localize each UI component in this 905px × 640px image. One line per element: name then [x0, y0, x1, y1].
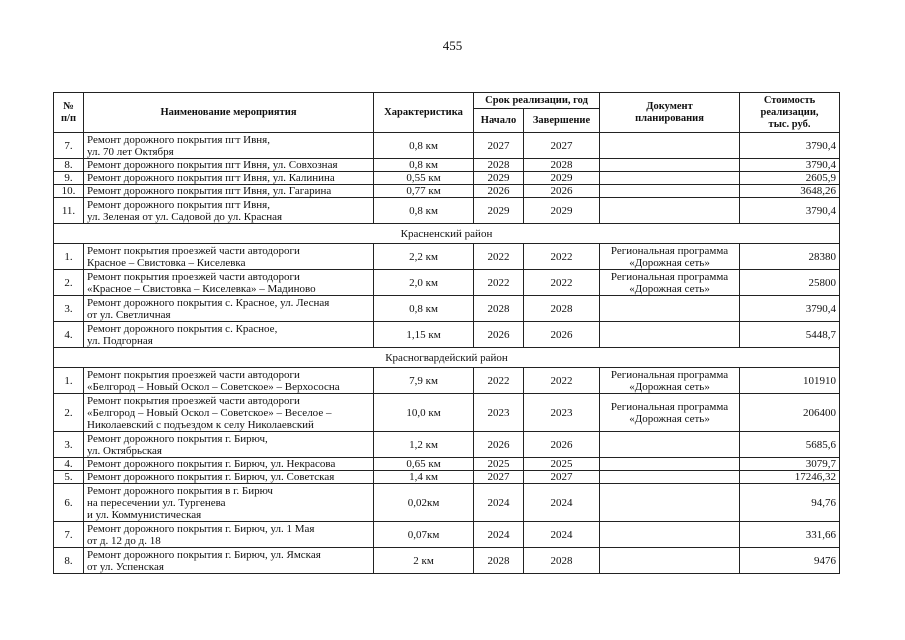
table-row [54, 458, 840, 471]
planning-document-line: «Дорожная сеть» [629, 412, 710, 425]
planning-document [600, 458, 740, 471]
planning-document [600, 484, 740, 522]
end-year: 2023 [524, 394, 600, 432]
planning-document [600, 394, 740, 432]
row-number: 6. [54, 484, 84, 522]
measure-name-line: Ремонт дорожного покрытия с. Красное, ул. Лесная [87, 296, 330, 309]
measure-name [84, 322, 374, 348]
measure-name [84, 432, 374, 458]
measure-name-line: Ремонт покрытия проезжей части автодороги [87, 244, 300, 257]
start-year: 2029 [474, 172, 524, 185]
header-name: Наименование мероприятия [84, 93, 374, 133]
planning-document [600, 296, 740, 322]
measure-name-line: Ремонт дорожного покрытия г. Бирюч, ул. Ямская [87, 548, 321, 561]
measure-name-line: Ремонт дорожного покрытия пгт Ивня, ул. Гагарина [87, 185, 332, 197]
measure-name-line: ул. 70 лет Октября [87, 145, 174, 158]
measure-name-line: ул. Подгорная [87, 334, 153, 347]
end-year: 2022 [524, 368, 600, 394]
planning-document-line: Региональная программа [610, 368, 729, 381]
characteristic: 0,65 км [374, 458, 474, 471]
characteristic: 0,07км [374, 522, 474, 548]
table-row [54, 198, 840, 224]
planning-document-line: Региональная программа [610, 270, 729, 283]
measure-name [84, 185, 374, 198]
end-year: 2022 [524, 270, 600, 296]
header-end: Завершение [524, 109, 600, 133]
measure-name-line: Ремонт покрытия проезжей части автодороги [87, 270, 300, 283]
measure-name [84, 296, 374, 322]
start-year: 2027 [474, 133, 524, 159]
section-title: Красногвардейский район [54, 348, 840, 368]
cost: 101910 [740, 368, 840, 394]
row-number: 2. [54, 270, 84, 296]
measure-name-line: и ул. Коммунистическая [87, 508, 202, 521]
cost: 206400 [740, 394, 840, 432]
row-number: 10. [54, 185, 84, 198]
end-year: 2026 [524, 185, 600, 198]
table-row [54, 133, 840, 159]
row-number: 8. [54, 548, 84, 574]
page-number: 455 [442, 38, 463, 53]
planning-document-line: «Дорожная сеть» [629, 380, 710, 393]
start-year: 2022 [474, 270, 524, 296]
measure-name-line: Ремонт дорожного покрытия с. Красное, [87, 322, 278, 335]
end-year: 2028 [524, 548, 600, 574]
start-year: 2022 [474, 368, 524, 394]
table-row [54, 522, 840, 548]
cost: 2605,9 [740, 172, 840, 185]
end-year: 2025 [524, 458, 600, 471]
measure-name-line: от д. 12 до д. 18 [87, 534, 161, 547]
end-year: 2022 [524, 244, 600, 270]
measure-name-line: ул. Октябрьская [87, 444, 162, 457]
measure-name-line: Ремонт дорожного покрытия пгт Ивня, ул. Совхозная [87, 159, 338, 171]
table-header [54, 93, 840, 133]
start-year: 2024 [474, 484, 524, 522]
measure-name [84, 471, 374, 484]
row-number: 1. [54, 368, 84, 394]
cost: 5685,6 [740, 432, 840, 458]
measure-name [84, 270, 374, 296]
measure-name-line: Ремонт покрытия проезжей части автодороги [87, 368, 300, 381]
table-row [54, 296, 840, 322]
planning-document-line: «Дорожная сеть» [629, 282, 710, 295]
measure-name [84, 198, 374, 224]
cost: 3790,4 [740, 133, 840, 159]
end-year: 2027 [524, 471, 600, 484]
table-body [54, 133, 840, 574]
table-row [54, 172, 840, 185]
measures-table [53, 92, 840, 574]
planning-document [600, 244, 740, 270]
characteristic: 0,8 км [374, 133, 474, 159]
measure-name-line: Ремонт дорожного покрытия г. Бирюч, [87, 432, 268, 445]
cost: 25800 [740, 270, 840, 296]
cost: 28380 [740, 244, 840, 270]
measure-name [84, 522, 374, 548]
header-cost: Стоимость реализации, тыс. руб. [740, 93, 840, 133]
measure-name-line: Ремонт дорожного покрытия пгт Ивня, [87, 198, 270, 211]
characteristic: 2,0 км [374, 270, 474, 296]
row-number: 5. [54, 471, 84, 484]
table-row [54, 548, 840, 574]
end-year: 2024 [524, 484, 600, 522]
row-number: 7. [54, 133, 84, 159]
cost: 3648,26 [740, 185, 840, 198]
characteristic: 0,8 км [374, 198, 474, 224]
end-year: 2028 [524, 296, 600, 322]
cost: 331,66 [740, 522, 840, 548]
characteristic: 0,77 км [374, 185, 474, 198]
start-year: 2022 [474, 244, 524, 270]
measure-name-line: ул. Зеленая от ул. Садовой до ул. Красная [87, 210, 283, 223]
table-row [54, 471, 840, 484]
cost: 94,76 [740, 484, 840, 522]
end-year: 2027 [524, 133, 600, 159]
planning-document [600, 368, 740, 394]
end-year: 2026 [524, 322, 600, 348]
planning-document [600, 270, 740, 296]
planning-document [600, 471, 740, 484]
planning-document [600, 522, 740, 548]
row-number: 4. [54, 458, 84, 471]
start-year: 2027 [474, 471, 524, 484]
table-row [54, 368, 840, 394]
end-year: 2029 [524, 198, 600, 224]
characteristic: 0,8 км [374, 296, 474, 322]
measure-name [84, 458, 374, 471]
characteristic: 1,15 км [374, 322, 474, 348]
section-row [54, 348, 840, 368]
characteristic: 2,2 км [374, 244, 474, 270]
table-row [54, 270, 840, 296]
planning-document [600, 159, 740, 172]
cost: 17246,32 [740, 471, 840, 484]
measure-name-line: «Красное – Свистовка – Киселевка» – Мадиново [87, 282, 316, 295]
table-row [54, 244, 840, 270]
measure-name-line: Ремонт дорожного покрытия г. Бирюч, ул. Некрасова [87, 458, 336, 470]
end-year: 2028 [524, 159, 600, 172]
planning-document-line: Региональная программа [610, 244, 729, 257]
row-number: 1. [54, 244, 84, 270]
measure-name-line: Ремонт покрытия проезжей части автодороги [87, 394, 300, 407]
measure-name-line: «Белгород – Новый Оскол – Советское» – Верхососна [87, 380, 340, 393]
start-year: 2029 [474, 198, 524, 224]
row-number: 7. [54, 522, 84, 548]
table-row [54, 394, 840, 432]
measure-name-line: Николаевский с подъездом к селу Николаевский [87, 418, 314, 431]
planning-document [600, 432, 740, 458]
measure-name [84, 484, 374, 522]
cost: 3790,4 [740, 296, 840, 322]
section-row [54, 224, 840, 244]
cost: 3790,4 [740, 198, 840, 224]
start-year: 2028 [474, 296, 524, 322]
header-start: Начало [474, 109, 524, 133]
characteristic: 7,9 км [374, 368, 474, 394]
cost: 5448,7 [740, 322, 840, 348]
start-year: 2026 [474, 322, 524, 348]
measure-name-line: Ремонт дорожного покрытия пгт Ивня, ул. Калинина [87, 172, 335, 184]
start-year: 2024 [474, 522, 524, 548]
row-number: 11. [54, 198, 84, 224]
start-year: 2028 [474, 159, 524, 172]
measure-name [84, 244, 374, 270]
measure-name [84, 133, 374, 159]
cost: 3790,4 [740, 159, 840, 172]
row-number: 3. [54, 432, 84, 458]
start-year: 2028 [474, 548, 524, 574]
header-period: Срок реализации, год [474, 93, 600, 109]
characteristic: 1,4 км [374, 471, 474, 484]
header-number: № п/п [54, 93, 84, 133]
cost: 9476 [740, 548, 840, 574]
measure-name [84, 159, 374, 172]
start-year: 2026 [474, 432, 524, 458]
table-row [54, 159, 840, 172]
planning-document [600, 548, 740, 574]
table-row [54, 322, 840, 348]
measure-name-line: «Белгород – Новый Оскол – Советское» – Веселое – [87, 406, 332, 419]
planning-document [600, 172, 740, 185]
characteristic: 10,0 км [374, 394, 474, 432]
header-document: Документ планирования [600, 93, 740, 133]
measure-name [84, 394, 374, 432]
planning-document [600, 322, 740, 348]
row-number: 9. [54, 172, 84, 185]
header-characteristic: Характеристика [374, 93, 474, 133]
measure-name-line: Ремонт дорожного покрытия пгт Ивня, [87, 133, 270, 146]
characteristic: 0,55 км [374, 172, 474, 185]
measure-name-line: от ул. Светличная [87, 308, 171, 321]
characteristic: 1,2 км [374, 432, 474, 458]
section-title: Красненский район [54, 224, 840, 244]
row-number: 2. [54, 394, 84, 432]
planning-document [600, 185, 740, 198]
row-number: 3. [54, 296, 84, 322]
planning-document-line: «Дорожная сеть» [629, 256, 710, 269]
end-year: 2029 [524, 172, 600, 185]
table-row [54, 185, 840, 198]
end-year: 2026 [524, 432, 600, 458]
measure-name-line: Ремонт дорожного покрытия г. Бирюч, ул. Советская [87, 471, 335, 483]
planning-document [600, 198, 740, 224]
measure-name-line: Ремонт дорожного покрытия г. Бирюч, ул. 1 Мая [87, 522, 315, 535]
planning-document [600, 133, 740, 159]
table-row [54, 484, 840, 522]
measure-name-line: от ул. Успенская [87, 560, 164, 573]
characteristic: 0,8 км [374, 159, 474, 172]
table-row [54, 432, 840, 458]
characteristic: 2 км [374, 548, 474, 574]
start-year: 2023 [474, 394, 524, 432]
row-number: 8. [54, 159, 84, 172]
measure-name-line: Ремонт дорожного покрытия в г. Бирюч [87, 484, 273, 497]
cost: 3079,7 [740, 458, 840, 471]
measure-name [84, 548, 374, 574]
measure-name [84, 172, 374, 185]
end-year: 2024 [524, 522, 600, 548]
measure-name-line: Красное – Свистовка – Киселевка [87, 256, 246, 269]
measure-name-line: на пересечении ул. Тургенева [87, 496, 226, 509]
start-year: 2025 [474, 458, 524, 471]
planning-document-line: Региональная программа [610, 400, 729, 413]
row-number: 4. [54, 322, 84, 348]
characteristic: 0,02км [374, 484, 474, 522]
start-year: 2026 [474, 185, 524, 198]
measure-name [84, 368, 374, 394]
